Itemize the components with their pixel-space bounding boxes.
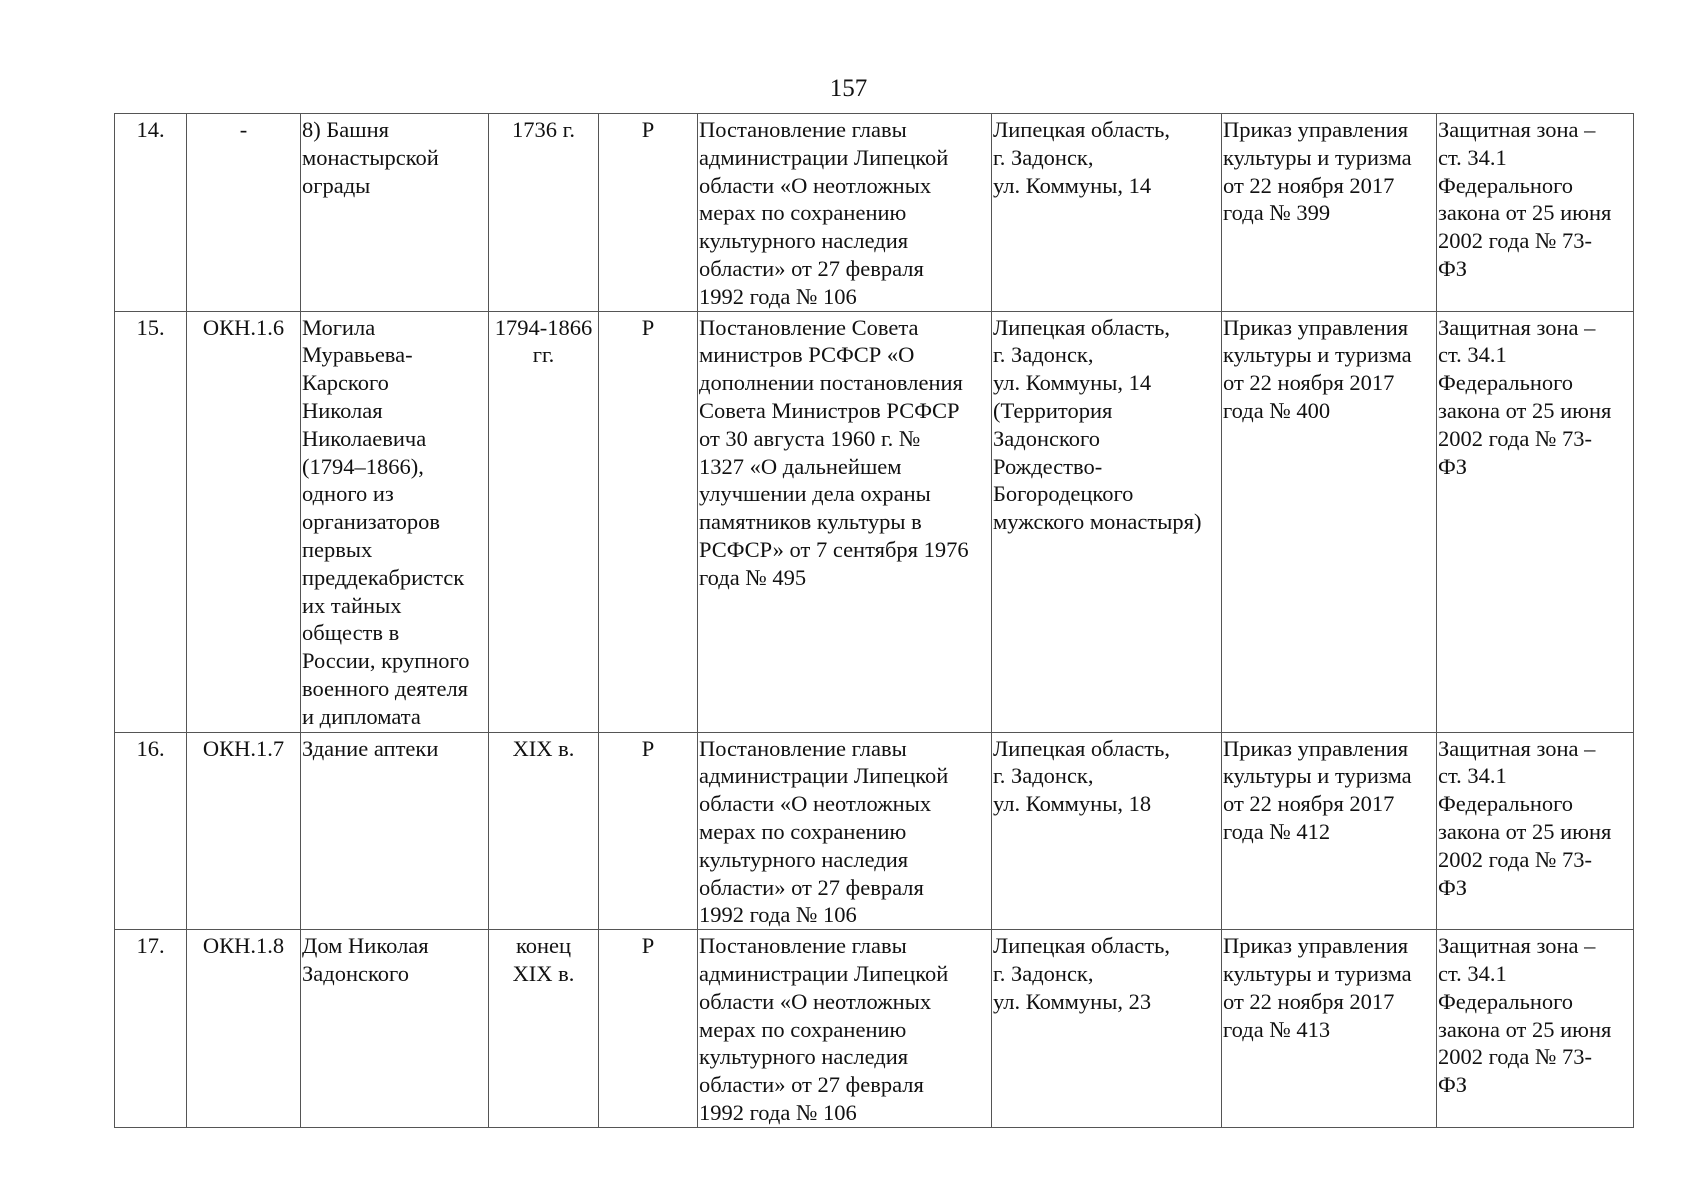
order-cell: Приказ управления культуры и туризма от 22 ноября 2017 года № 412 — [1222, 732, 1437, 930]
heritage-registry-table — [114, 113, 1634, 1128]
protection-zone-cell: Защитная зона – ст. 34.1 Федерального закона от 25 июня 2002 года № 73- ФЗ — [1437, 930, 1634, 1128]
object-name-cell: Здание аптеки — [301, 732, 489, 930]
category-cell: Р — [599, 114, 698, 312]
address-cell: Липецкая область, г. Задонск, ул. Коммуны, 23 — [992, 930, 1222, 1128]
order-cell: Приказ управления культуры и туризма от 22 ноября 2017 года № 400 — [1222, 311, 1437, 732]
object-code-cell: ОКН.1.7 — [187, 732, 301, 930]
protection-zone-cell: Защитная зона – ст. 34.1 Федерального закона от 25 июня 2002 года № 73- ФЗ — [1437, 732, 1634, 930]
decree-cell: Постановление главы администрации Липецкой области «О неотложных мерах по сохранению культурного наследия области» от 27 февраля 1992 года № 106 — [698, 732, 992, 930]
page-number: 157 — [829, 75, 868, 102]
row-number-cell: 14. — [115, 114, 187, 312]
table-row — [115, 311, 1634, 732]
table-row — [115, 732, 1634, 930]
object-name-cell: Дом Николая Задонского — [301, 930, 489, 1128]
order-cell: Приказ управления культуры и туризма от 22 ноября 2017 года № 413 — [1222, 930, 1437, 1128]
object-code-cell: - — [187, 114, 301, 312]
object-code-cell: ОКН.1.8 — [187, 930, 301, 1128]
decree-cell: Постановление главы администрации Липецкой области «О неотложных мерах по сохранению культурного наследия области» от 27 февраля 1992 года № 106 — [698, 114, 992, 312]
category-cell: Р — [599, 732, 698, 930]
table-row — [115, 930, 1634, 1128]
object-name-cell: 8) Башня монастырской ограды — [301, 114, 489, 312]
address-cell: Липецкая область, г. Задонск, ул. Коммуны, 18 — [992, 732, 1222, 930]
object-name-cell: Могила Муравьева- Карского Николая Николаевича (1794–1866), одного из организаторов первых преддекабристск их тайных обществ в России, крупного военного деятеля и дипломата — [301, 311, 489, 732]
protection-zone-cell: Защитная зона – ст. 34.1 Федерального закона от 25 июня 2002 года № 73- ФЗ — [1437, 114, 1634, 312]
dating-cell: XIX в. — [489, 732, 599, 930]
object-code-cell: ОКН.1.6 — [187, 311, 301, 732]
category-cell: Р — [599, 930, 698, 1128]
protection-zone-cell: Защитная зона – ст. 34.1 Федерального закона от 25 июня 2002 года № 73- ФЗ — [1437, 311, 1634, 732]
decree-cell: Постановление главы администрации Липецкой области «О неотложных мерах по сохранению культурного наследия области» от 27 февраля 1992 года № 106 — [698, 930, 992, 1128]
row-number-cell: 16. — [115, 732, 187, 930]
address-cell: Липецкая область, г. Задонск, ул. Коммуны, 14 (Территория Задонского Рождество- Богородецкого мужского монастыря) — [992, 311, 1222, 732]
decree-cell: Постановление Совета министров РСФСР «О дополнении постановления Совета Министров РСФСР от 30 августа 1960 г. № 1327 «О дальнейшем улучшении дела охраны памятников культуры в РСФСР» от 7 сентября 1976 года № 495 — [698, 311, 992, 732]
row-number-cell: 17. — [115, 930, 187, 1128]
dating-cell: 1736 г. — [489, 114, 599, 312]
table-row — [115, 114, 1634, 312]
order-cell: Приказ управления культуры и туризма от 22 ноября 2017 года № 399 — [1222, 114, 1437, 312]
row-number-cell: 15. — [115, 311, 187, 732]
category-cell: Р — [599, 311, 698, 732]
address-cell: Липецкая область, г. Задонск, ул. Коммуны, 14 — [992, 114, 1222, 312]
dating-cell: 1794-1866 гг. — [489, 311, 599, 732]
dating-cell: конец XIX в. — [489, 930, 599, 1128]
